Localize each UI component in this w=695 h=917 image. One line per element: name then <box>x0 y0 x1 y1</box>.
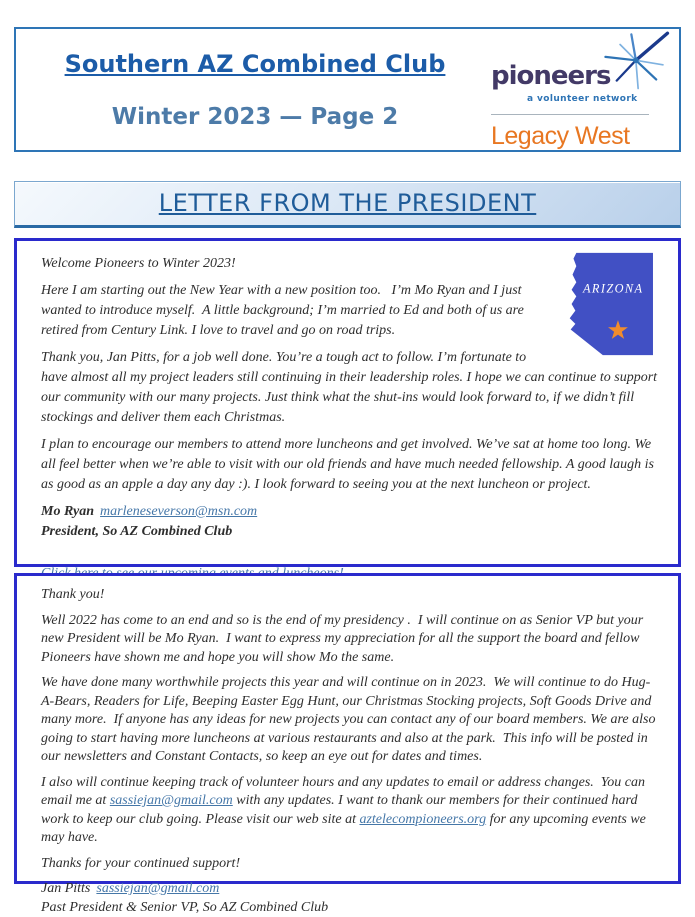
logo-tagline: a volunteer network <box>527 94 663 104</box>
letter2-closing: Thanks for your continued support! <box>41 855 658 874</box>
email-link-marleneseverson[interactable]: marleneseverson@msn.com <box>100 504 257 519</box>
letter2-greeting: Thank you! <box>41 586 658 605</box>
letter1-greeting: Welcome Pioneers to Winter 2023! <box>41 254 658 274</box>
club-title: Southern AZ Combined Club <box>65 50 446 78</box>
email-link-sassiejan[interactable]: sassiejan@gmail.com <box>110 793 233 808</box>
signature-name: Jan Pitts <box>41 881 90 896</box>
section-banner <box>14 181 681 228</box>
logo-divider <box>491 114 649 115</box>
starburst-icon <box>603 31 671 93</box>
pioneers-wordmark: pioneers <box>491 61 610 91</box>
president-letter <box>14 238 681 567</box>
legacy-west-label: Legacy West <box>491 122 663 151</box>
letter2-signature-title: Past President & Senior VP, So AZ Combined Club <box>41 899 658 917</box>
letter1-paragraph: Here I am starting out the New Year with a new position too. I’m Mo Ryan and I just wanted to introduce myself. A little background; I’m married to Ed and both of us are retired from Century Link. I love to travel and go on road trips. <box>41 281 658 341</box>
arizona-state-shape <box>570 253 653 355</box>
arizona-map-graphic <box>559 251 658 357</box>
letter1-signature <box>41 502 658 522</box>
website-link-aztelecompioneers[interactable]: aztelecompioneers.org <box>359 812 486 827</box>
letter2-p4-text: I also will continue keeping track of volunteer hours and any updates to email or address changes. You can email me at <box>41 775 649 809</box>
letter1-paragraph: Thank you, Jan Pitts, for a job well done. You’re a tough act to follow. I’m fortunate to have almost all my project leaders still continuing in their leadership roles. I hope we can continue to support our community with our many projects. Just think what the shut-ins would look forward to, if we didn’t fill stockings and deliver them each Christmas. <box>41 348 658 428</box>
signature-name: Mo Ryan <box>41 504 94 519</box>
letter2-paragraph: We have done many worthwhile projects this year and will continue on in 2023. We will continue to do Hug-A-Bears, Readers for Life, Beeping Easter Egg Hunt, our Christmas Stocking projects, Soft Goods Drive and many more. If anyone has any ideas for new projects you can contact any of our board members. We are also going to start having more luncheons at various restaurants and also at the park. This info will be posted in our newsletters and Constant Contacts, so keep an eye out for dates and times. <box>41 674 658 767</box>
letter1-signature-title: President, So AZ Combined Club <box>41 522 658 542</box>
letter1-paragraph: I plan to encourage our members to attend more luncheons and get involved. We’ve sat at home too long. We all feel better when we’re able to visit with our old friends and have much needed fellowship. A good laugh is as good as an apple a day any day :). I look forward to seeing you at the next luncheon or project. <box>41 435 658 495</box>
section-title: LETTER FROM THE PRESIDENT <box>159 189 537 217</box>
letter2-p4-text: with any updates. I want to thank our members for their continued hard work to keep our club going. Please visit our web site at <box>41 793 641 827</box>
letter2-p4-text: for any upcoming events we may have. <box>41 812 649 846</box>
pioneers-wordmark-row <box>491 45 663 93</box>
pioneers-logo <box>491 45 663 151</box>
past-president-letter <box>14 573 681 884</box>
header-titles <box>16 29 494 150</box>
newsletter-header <box>14 27 681 152</box>
email-link-sassiejan-signature[interactable]: sassiejan@gmail.com <box>96 881 219 896</box>
letter2-paragraph <box>41 774 658 848</box>
issue-subtitle: Winter 2023 — Page 2 <box>112 104 398 130</box>
arizona-label: ARIZONA <box>582 282 644 296</box>
letter2-signature <box>41 880 658 899</box>
letter2-paragraph: Well 2022 has come to an end and so is the end of my presidency . I will continue on as Senior VP but your new President will be Mo Ryan. I want to express my appreciation for all the support the board and fellow Pioneers have shown me and hope you will show Mo the same. <box>41 612 658 668</box>
